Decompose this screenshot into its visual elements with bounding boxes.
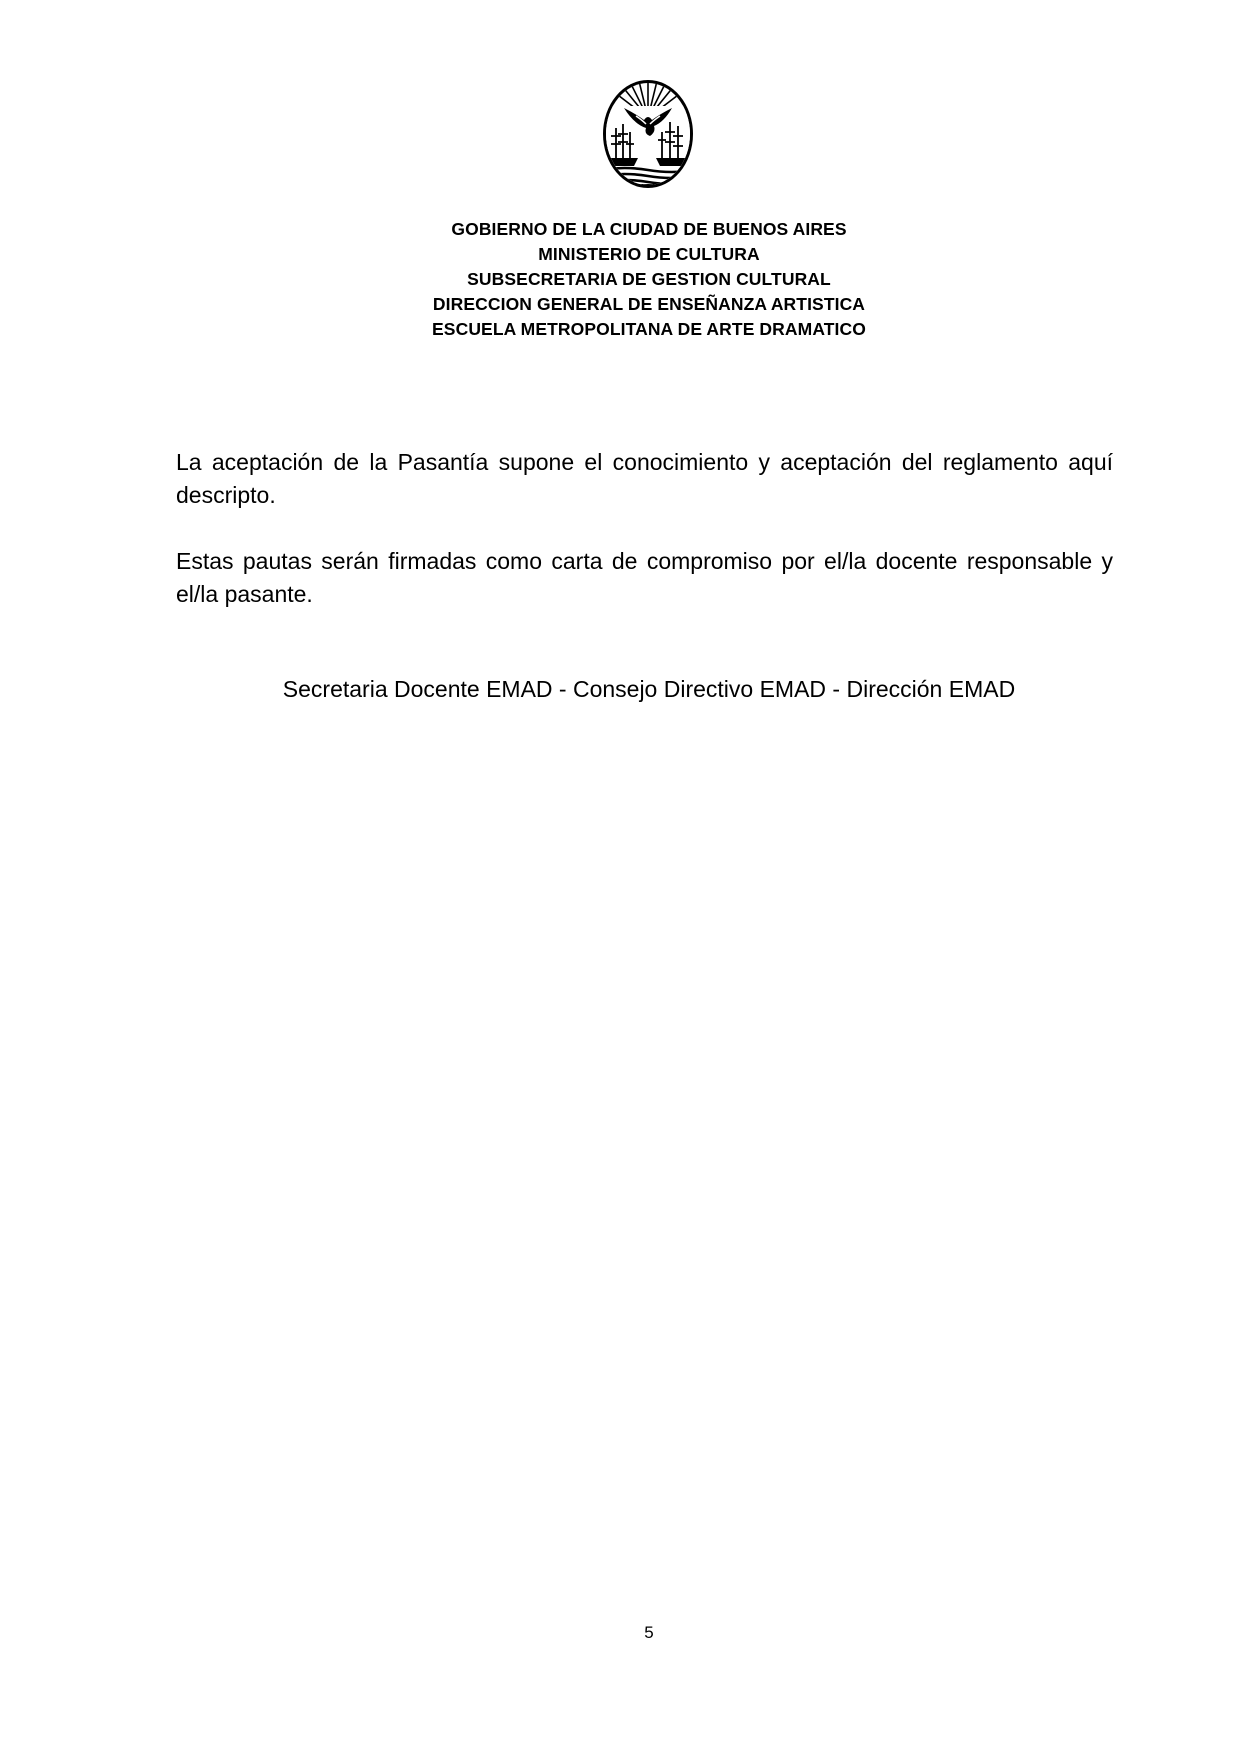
institution-header	[0, 217, 1242, 342]
signature-line: Secretaria Docente EMAD - Consejo Directivo EMAD - Dirección EMAD	[282, 676, 1016, 702]
header-line-general-direction: DIRECCION GENERAL DE ENSEÑANZA ARTISTICA	[432, 294, 866, 314]
header-line-subsecretariat: SUBSECRETARIA DE GESTION CULTURAL	[467, 269, 831, 289]
header-line-government: GOBIERNO DE LA CIUDAD DE BUENOS AIRES	[451, 219, 847, 239]
paragraph-acceptance: La aceptación de la Pasantía supone el conocimiento y aceptación del reglamento aquí descripto.	[176, 449, 1113, 508]
paragraph-commitment: Estas pautas serán firmadas como carta de compromiso por el/la docente responsable y el/la pasante.	[176, 548, 1113, 607]
header-line-school: ESCUELA METROPOLITANA DE ARTE DRAMATICO	[432, 319, 866, 339]
city-seal-icon	[600, 78, 696, 190]
header-line-ministry: MINISTERIO DE CULTURA	[538, 244, 760, 264]
page-number: 5	[644, 1623, 654, 1642]
